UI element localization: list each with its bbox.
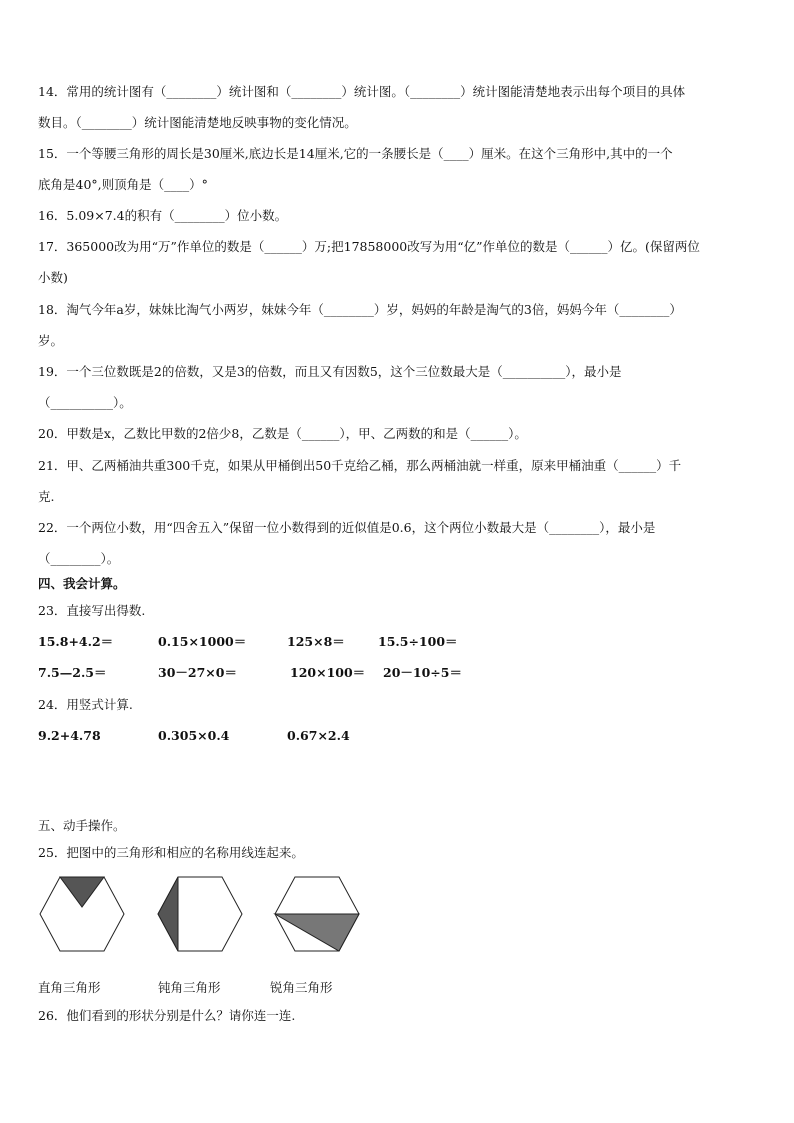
q23-title: 23．直接写出得数. (38, 603, 146, 618)
calc-item: 15.5÷100＝ (378, 634, 458, 649)
q21-line1: 21．甲、乙两桶油共重300千克，如果从甲桶倒出50千克给乙桶，那么两桶油就一样重，原来甲桶油重（______）千 (38, 458, 682, 473)
q26-title: 26．他们看到的形状分别是什么？请你连一连. (38, 1008, 296, 1023)
calc-item: 30－27×0＝ (158, 665, 237, 680)
q16-line1: 16．5.09×7.4的积有（________）位小数。 (38, 208, 288, 223)
hexagon-figure-3 (273, 875, 361, 953)
hexagon-figure-2 (156, 875, 244, 953)
q15-line2: 底角是40°,则顶角是（____）° (38, 177, 208, 192)
q18-line2: 岁。 (38, 333, 64, 348)
calc-item: 0.305×0.4 (158, 728, 230, 743)
calc-item: 9.2+4.78 (38, 728, 101, 743)
q21-line2: 克. (38, 489, 55, 504)
q19-line1: 19．一个三位数既是2的倍数，又是3的倍数，而且又有因数5，这个三位数最大是（__________），最小是 (38, 364, 622, 379)
calc-item: 20－10÷5＝ (383, 665, 462, 680)
calc-item: 15.8+4.2＝ (38, 634, 114, 649)
q22-line2: （________）。 (38, 551, 120, 566)
calc-item: 120×100＝ (290, 665, 366, 680)
q14-line1: 14．常用的统计图有（________）统计图和（________）统计图。（________）统计图能清楚地表示出每个项目的具体 (38, 84, 686, 99)
calc-item: 7.5—2.5＝ (38, 665, 107, 680)
obtuse-triangle-shade (158, 877, 178, 951)
q20-line1: 20．甲数是x，乙数比甲数的2倍少8，乙数是（______），甲、乙两数的和是（______）。 (38, 426, 527, 441)
q22-line1: 22．一个两位小数，用“四舍五入”保留一位小数得到的近似值是0.6，这个两位小数最大是（________），最小是 (38, 520, 656, 535)
calc-item: 125×8＝ (287, 634, 345, 649)
label-obtuse-triangle: 钝角三角形 (158, 980, 221, 995)
q17-line2: 小数) (38, 270, 68, 285)
q18-line1: 18．淘气今年a岁，妹妹比淘气小两岁，妹妹今年（________）岁，妈妈的年龄是淘气的3倍，妈妈今年（________） (38, 302, 682, 317)
q14-line2: 数目。（________）统计图能清楚地反映事物的变化情况。 (38, 115, 357, 130)
q15-line1: 15．一个等腰三角形的周长是30厘米,底边长是14厘米,它的一条腰长是（____）厘米。在这个三角形中,其中的一个 (38, 146, 673, 161)
calc-item: 0.67×2.4 (287, 728, 350, 743)
q25-title: 25．把图中的三角形和相应的名称用线连起来。 (38, 845, 304, 860)
label-acute-triangle: 锐角三角形 (270, 980, 333, 995)
section-five-title: 五、动手操作。 (38, 818, 126, 833)
section-four-title: 四、我会计算。 (38, 576, 126, 591)
calc-item: 0.15×1000＝ (158, 634, 247, 649)
label-right-triangle: 直角三角形 (38, 980, 101, 995)
hexagon-figure-1 (38, 875, 126, 953)
q19-line2: （__________）。 (38, 395, 132, 410)
q24-title: 24．用竖式计算. (38, 697, 133, 712)
q17-line1: 17．365000改为用“万”作单位的数是（______）万;把17858000改写为用“亿”作单位的数是（______）亿。(保留两位 (38, 239, 700, 254)
